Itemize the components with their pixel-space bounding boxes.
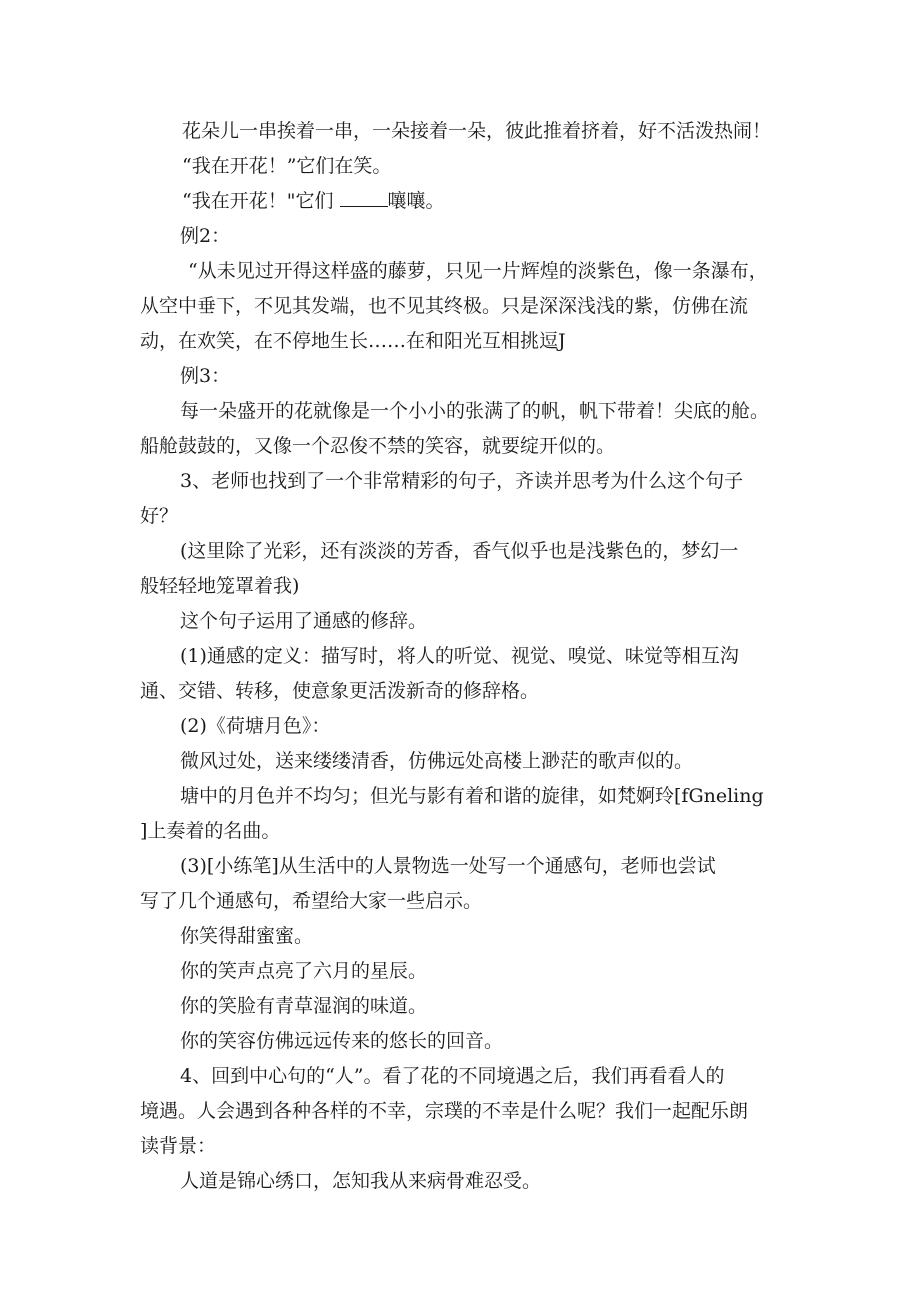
paragraph-line: “我在开花！”它们在笑。 (182, 155, 392, 177)
document-body (140, 114, 790, 1199)
example-sentence: 你笑得甜蜜蜜。 (180, 925, 314, 947)
paragraph-line: 动，在欢笑，在不停地生长……在和阳光互相挑逗J (140, 330, 566, 352)
paragraph-line: 写了几个通感句，希望给大家一些启示。 (140, 890, 483, 912)
paragraph-line: (2)《荷塘月色》： (180, 715, 331, 737)
fill-in-blank (340, 188, 388, 207)
example-sentence: 你的笑脸有青草湿润的味道。 (180, 995, 428, 1017)
paragraph-line: 般轻轻地笼罩着我) (140, 575, 300, 597)
paragraph-line: 花朵儿一串挨着一串，一朵接着一朵，彼此推着挤着，好不活泼热闹！ (182, 120, 772, 142)
paragraph-line: 读背景： (140, 1135, 217, 1157)
paragraph-line: 通、交错、转移，使意象更活泼新奇的修辞格。 (140, 680, 540, 702)
paragraph-line: 塘中的月色并不均匀；但光与影有着和谐的旋律，如梵婀玲[fGneling (180, 785, 764, 807)
paragraph-line: “从未见过开得这样盛的藤萝，只见一片辉煌的淡紫色，像一条瀑布， (188, 260, 768, 282)
example-heading: 例2： (180, 225, 231, 247)
paragraph-line: (3)[小练笔]从生活中的人景物选一处写一个通感句，老师也尝试 (180, 855, 716, 877)
text-segment: “我在开花！"它们 (182, 190, 334, 212)
paragraph-line: 境遇。人会遇到各种各样的不幸，宗璞的不幸是什么呢？我们一起配乐朗 (140, 1100, 749, 1122)
paragraph-line: 3、老师也找到了一个非常精彩的句子，齐读并思考为什么这个句子 (180, 470, 744, 492)
text-segment: 嚷嚷。 (387, 190, 445, 212)
paragraph-line-with-blank (140, 184, 790, 219)
paragraph-line: 人道是锦心绣口，怎知我从来病骨难忍受。 (180, 1170, 542, 1192)
paragraph-line: 从空中垂下，不见其发端，也不见其终极。只是深深浅浅的紫，仿佛在流 (140, 295, 749, 317)
paragraph-line: 好？ (140, 505, 179, 527)
paragraph-line: 4、回到中心句的“人”。看了花的不同境遇之后，我们再看看人的 (180, 1065, 725, 1087)
paragraph-line: 微风过处，送来缕缕清香，仿佛远处高楼上渺茫的歌声似的。 (180, 750, 694, 772)
paragraph-line: 船舱鼓鼓的，又像一个忍俊不禁的笑容，就要绽开似的。 (140, 435, 616, 457)
paragraph-line: (这里除了光彩，还有淡淡的芳香，香气似乎也是浅紫色的，梦幻一 (180, 540, 739, 562)
paragraph-line: (1)通感的定义：描写时，将人的听觉、视觉、嗅觉、味觉等相互沟 (180, 645, 739, 667)
paragraph-line: 这个句子运用了通感的修辞。 (180, 610, 428, 632)
example-sentence: 你的笑容仿佛远远传来的悠长的回音。 (180, 1030, 504, 1052)
example-sentence: 你的笑声点亮了六月的星辰。 (180, 960, 428, 982)
paragraph-line: ]上奏着的名曲。 (140, 820, 281, 842)
paragraph-line: 每一朵盛开的花就像是一个小小的张满了的帆，帆下带着！尖底的舱。 (180, 400, 770, 422)
example-heading: 例3： (180, 365, 231, 387)
